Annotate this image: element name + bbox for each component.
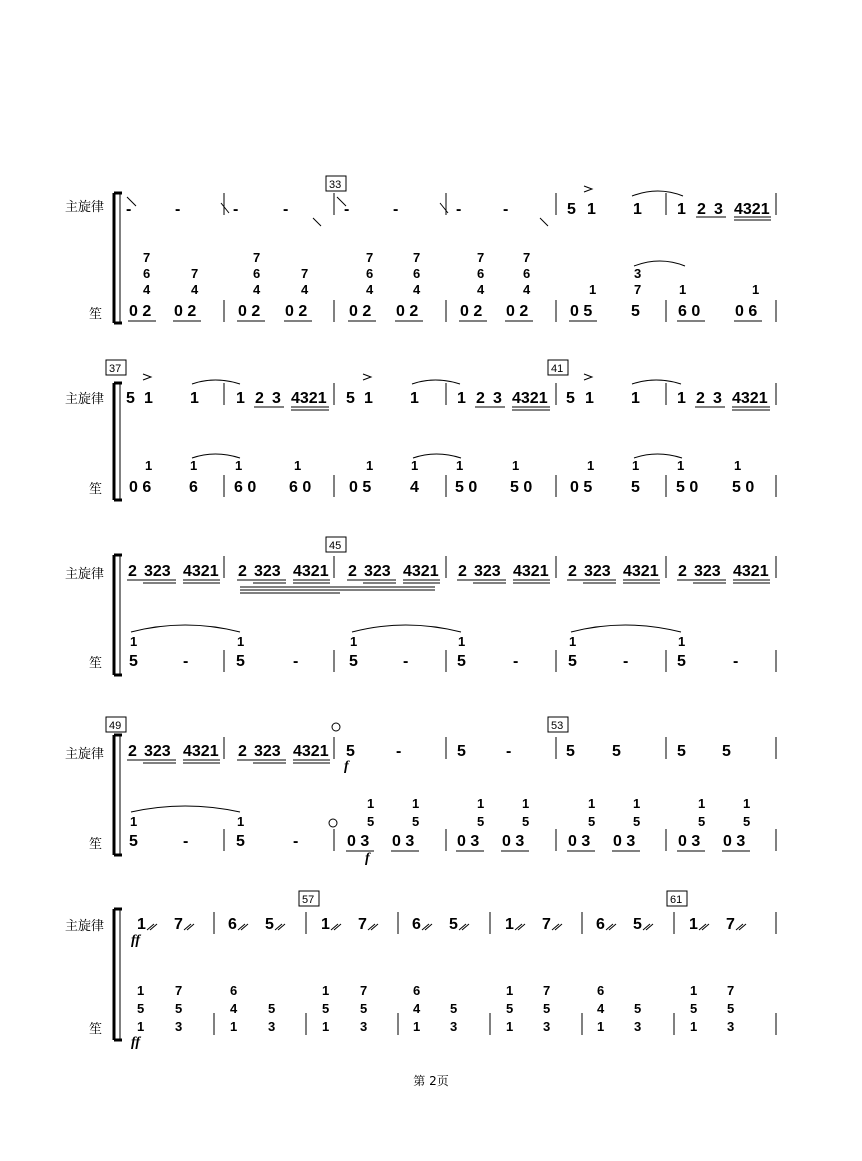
note: 6 — [228, 916, 237, 933]
note: - — [344, 201, 350, 218]
note: 3 — [450, 1019, 458, 1034]
chord-note: 1 — [130, 634, 138, 649]
note: 0 3 — [678, 833, 701, 850]
sheng-bottom-line — [129, 833, 750, 866]
note: 1 — [633, 201, 642, 218]
chord-note: 1 — [130, 814, 138, 829]
part-label-main: 主旋律 — [65, 391, 105, 406]
sheng-bottom-line — [131, 1019, 734, 1050]
chord-note: 1 — [589, 282, 597, 297]
note: 0 2 — [285, 303, 308, 320]
note: 4321 — [733, 563, 769, 580]
note: 1 — [190, 390, 199, 407]
note: 0 3 — [392, 833, 415, 850]
dynamic-marking: ff — [131, 933, 141, 948]
note: 323 — [254, 563, 281, 580]
note: 4 — [410, 479, 419, 496]
note: 0 3 — [568, 833, 591, 850]
note: 0 3 — [502, 833, 525, 850]
note: 2 — [128, 563, 137, 580]
accent-mark — [584, 186, 592, 192]
note: - — [233, 201, 239, 218]
chord-note: 7 — [413, 250, 421, 265]
note: - — [183, 653, 189, 670]
note: 0 5 — [570, 303, 593, 320]
sheng-bottom-line — [128, 303, 762, 321]
chord-note: 5 — [322, 1001, 330, 1016]
chord-note: 5 — [522, 814, 530, 829]
note: 5 — [236, 653, 245, 670]
note: 6 0 — [678, 303, 701, 320]
sheng-chords — [143, 250, 759, 297]
tie-arc — [634, 261, 685, 266]
chord-note: 6 — [523, 266, 531, 281]
chord-note: 1 — [237, 634, 245, 649]
chord-note: 6 — [597, 983, 605, 998]
note: - — [513, 653, 519, 670]
note: 323 — [144, 743, 171, 760]
note: 2 — [255, 390, 264, 407]
underlines — [254, 407, 770, 410]
note: 0 2 — [238, 303, 261, 320]
chord-note: 1 — [690, 983, 698, 998]
note: 0 6 — [129, 479, 152, 496]
top-line — [131, 916, 746, 948]
ties — [192, 454, 682, 458]
rehearsal-number: 33 — [329, 179, 342, 191]
note: 2 — [568, 563, 577, 580]
glissando-mark — [313, 218, 321, 226]
note: 1 — [677, 390, 686, 407]
chord-note: 4 — [191, 282, 199, 297]
note: 323 — [474, 563, 501, 580]
top-measure-2 — [337, 197, 548, 226]
note: 5 — [633, 916, 642, 933]
system-3 — [65, 537, 776, 675]
system-bracket — [114, 555, 122, 675]
note: 5 0 — [676, 479, 699, 496]
note: - — [126, 201, 132, 218]
note: 7 — [542, 916, 551, 933]
note: 1 — [587, 201, 596, 218]
note: 5 0 — [732, 479, 755, 496]
note: 5 0 — [510, 479, 533, 496]
note: - — [503, 201, 509, 218]
note: 4321 — [623, 563, 659, 580]
chord-note: 4 — [413, 1001, 421, 1016]
note: 5 — [457, 653, 466, 670]
ties — [131, 625, 681, 632]
chord-note: 7 — [523, 250, 531, 265]
system-1 — [65, 176, 776, 323]
note: 5 — [126, 390, 135, 407]
note: 5 — [631, 303, 640, 320]
note: 5 — [566, 390, 575, 407]
chord-note: 5 — [450, 1001, 458, 1016]
note: 4321 — [293, 563, 329, 580]
note: 5 — [349, 653, 358, 670]
chord-note: 1 — [678, 634, 686, 649]
system-bracket — [114, 383, 122, 500]
glissando-mark — [440, 203, 448, 213]
system-bracket — [114, 193, 122, 323]
note: 6 0 — [289, 479, 312, 496]
note: 1 — [364, 390, 373, 407]
chord-note: 1 — [294, 458, 302, 473]
note: 2 — [238, 563, 247, 580]
sheng-bottom-line — [129, 653, 738, 670]
sheng-upper — [130, 796, 750, 829]
rehearsal-number: 61 — [670, 894, 683, 906]
chord-note: 1 — [522, 796, 530, 811]
chord-note: 1 — [632, 458, 640, 473]
chord-note: 6 — [366, 266, 374, 281]
coda-sign — [329, 819, 337, 827]
part-label-sheng: 笙 — [89, 306, 103, 321]
chord-note: 5 — [506, 1001, 514, 1016]
note: 2 — [238, 743, 247, 760]
note: 7 — [174, 916, 183, 933]
chord-note: 5 — [633, 814, 641, 829]
chord-note: 5 — [543, 1001, 551, 1016]
chord-note: 1 — [743, 796, 751, 811]
note: 3 — [727, 1019, 735, 1034]
part-label-sheng: 笙 — [89, 655, 103, 670]
tie-arc — [632, 191, 683, 196]
sheng-upper — [145, 454, 741, 473]
note: 0 2 — [460, 303, 483, 320]
note: 2 — [678, 563, 687, 580]
note: 4321 — [734, 201, 770, 218]
chord-note: 1 — [235, 458, 243, 473]
sheng-upper — [137, 983, 734, 1016]
part-label-main: 主旋律 — [65, 918, 105, 933]
chord-note: 5 — [360, 1001, 368, 1016]
slurs — [143, 374, 681, 384]
chord-note: 1 — [456, 458, 464, 473]
note: 0 6 — [735, 303, 758, 320]
top-line — [127, 723, 731, 774]
note: 1 — [410, 390, 419, 407]
sheng-upper — [130, 625, 685, 649]
chord-note: 1 — [512, 458, 520, 473]
note: 5 — [566, 743, 575, 760]
note: 4321 — [183, 563, 219, 580]
note: - — [175, 201, 181, 218]
chord-note: 6 — [230, 983, 238, 998]
note: 323 — [144, 563, 171, 580]
chord-note: 6 — [477, 266, 485, 281]
note: 5 — [346, 743, 355, 760]
note: 323 — [364, 563, 391, 580]
note: 1 — [597, 1019, 605, 1034]
note: - — [396, 743, 402, 760]
note: - — [183, 833, 189, 850]
note: - — [403, 653, 409, 670]
note: 323 — [694, 563, 721, 580]
top-line — [126, 374, 770, 410]
note: 0 2 — [396, 303, 419, 320]
note: 5 — [129, 833, 138, 850]
chord-note: 7 — [477, 250, 485, 265]
chord-note: 1 — [137, 983, 145, 998]
chord-note: 7 — [360, 983, 368, 998]
note: 5 — [449, 916, 458, 933]
part-label-sheng: 笙 — [89, 1021, 103, 1036]
rehearsal-number: 49 — [109, 720, 122, 732]
chord-note: 7 — [727, 983, 735, 998]
chord-note: 1 — [350, 634, 358, 649]
chord-note: 6 — [253, 266, 261, 281]
chord-note: 5 — [690, 1001, 698, 1016]
system-2 — [65, 360, 776, 500]
chord-note: 5 — [588, 814, 596, 829]
part-label-main: 主旋律 — [65, 746, 105, 761]
note: - — [393, 201, 399, 218]
chord-note: 1 — [752, 282, 760, 297]
note: 7 — [358, 916, 367, 933]
chord-note: 7 — [634, 282, 642, 297]
note: 2 — [458, 563, 467, 580]
chord-note: 5 — [412, 814, 420, 829]
note: 5 — [567, 201, 576, 218]
note: 0 3 — [457, 833, 480, 850]
note: 1 — [677, 201, 686, 218]
chord-note: 5 — [634, 1001, 642, 1016]
chord-note: 1 — [411, 458, 419, 473]
note: 1 — [321, 916, 330, 933]
note: 5 0 — [455, 479, 478, 496]
part-label-main: 主旋律 — [65, 566, 105, 581]
note: 1 — [506, 1019, 514, 1034]
coda-sign — [332, 723, 340, 731]
chord-note: 5 — [698, 814, 706, 829]
note: 1 — [689, 916, 698, 933]
note: 1 — [690, 1019, 698, 1034]
rehearsal-number: 37 — [109, 363, 122, 375]
chord-note: 7 — [175, 983, 183, 998]
chord-note: 4 — [597, 1001, 605, 1016]
top-line — [127, 563, 770, 593]
note: 6 0 — [234, 479, 257, 496]
note: 323 — [254, 743, 281, 760]
chord-note: 1 — [477, 796, 485, 811]
chord-note: 1 — [569, 634, 577, 649]
chord-note: 5 — [137, 1001, 145, 1016]
chord-note: 7 — [543, 983, 551, 998]
tie-arc — [131, 806, 240, 812]
note: 4321 — [512, 390, 548, 407]
page-number: 第 2页 — [413, 1074, 449, 1088]
note: 3 — [543, 1019, 551, 1034]
chord-note: 1 — [633, 796, 641, 811]
dynamic-marking: f — [365, 851, 370, 866]
rehearsal-number: 53 — [551, 720, 564, 732]
glissando-mark — [221, 203, 229, 213]
chord-note: 1 — [677, 458, 685, 473]
note: 1 — [585, 390, 594, 407]
chord-note: 1 — [506, 983, 514, 998]
system-bracket — [114, 735, 122, 855]
chord-note: 7 — [253, 250, 261, 265]
chord-note: 4 — [301, 282, 309, 297]
note: 5 — [677, 743, 686, 760]
chord-note: 4 — [477, 282, 485, 297]
chord-note: 5 — [367, 814, 375, 829]
system-4 — [65, 717, 776, 866]
note: 7 — [726, 916, 735, 933]
note: 5 — [236, 833, 245, 850]
chord-note: 5 — [175, 1001, 183, 1016]
note: 3 — [360, 1019, 368, 1034]
note: 5 — [129, 653, 138, 670]
dynamic-marking: ff — [131, 1035, 141, 1050]
note: 1 — [137, 1019, 145, 1034]
note: 1 — [144, 390, 153, 407]
chord-note: 1 — [587, 458, 595, 473]
note: 3 — [714, 201, 723, 218]
chord-note: 1 — [679, 282, 687, 297]
note: - — [293, 653, 299, 670]
chord-note: 4 — [143, 282, 151, 297]
note: - — [733, 653, 739, 670]
chord-note: 5 — [743, 814, 751, 829]
note: - — [623, 653, 629, 670]
note: 0 5 — [349, 479, 372, 496]
note: 4321 — [513, 563, 549, 580]
note: 4321 — [732, 390, 768, 407]
note: 4321 — [403, 563, 439, 580]
note: 3 — [175, 1019, 183, 1034]
part-label-main: 主旋律 — [65, 199, 105, 214]
note: 2 — [476, 390, 485, 407]
note: 3 — [634, 1019, 642, 1034]
note: 0 2 — [129, 303, 152, 320]
note: 1 — [413, 1019, 421, 1034]
note: 3 — [272, 390, 281, 407]
chord-note: 6 — [143, 266, 151, 281]
chord-note: 1 — [366, 458, 374, 473]
chord-note: 7 — [143, 250, 151, 265]
note: 4321 — [183, 743, 219, 760]
chord-note: 1 — [237, 814, 245, 829]
note: 1 — [236, 390, 245, 407]
chord-note: 7 — [301, 266, 309, 281]
note: 2 — [696, 390, 705, 407]
chord-note: 3 — [634, 266, 642, 281]
chord-note: 4 — [230, 1001, 238, 1016]
underlines — [127, 580, 770, 593]
note: 5 — [677, 653, 686, 670]
note: 6 — [412, 916, 421, 933]
chord-note: 4 — [253, 282, 261, 297]
note: 6 — [189, 479, 198, 496]
chord-note: 7 — [366, 250, 374, 265]
sheng-bottom-line — [129, 479, 754, 496]
note: 1 — [505, 916, 514, 933]
note: - — [283, 201, 289, 218]
underlines — [127, 760, 330, 763]
note: 1 — [457, 390, 466, 407]
chord-note: 1 — [588, 796, 596, 811]
dynamic-marking: f — [344, 759, 349, 774]
chord-note: 4 — [366, 282, 374, 297]
top-measure-6 — [677, 201, 771, 220]
note: 1 — [322, 1019, 330, 1034]
note: 4321 — [291, 390, 327, 407]
note: 323 — [584, 563, 611, 580]
note: 1 — [631, 390, 640, 407]
note: 0 2 — [506, 303, 529, 320]
note: 0 5 — [570, 479, 593, 496]
chord-note: 4 — [523, 282, 531, 297]
note: 5 — [631, 479, 640, 496]
rehearsal-number: 57 — [302, 894, 315, 906]
note: 3 — [493, 390, 502, 407]
note: 0 2 — [349, 303, 372, 320]
note: 0 3 — [723, 833, 746, 850]
chord-note: 6 — [413, 266, 421, 281]
note: 0 3 — [347, 833, 370, 850]
chord-note: 6 — [413, 983, 421, 998]
glissando-mark — [540, 218, 548, 226]
chord-note: 1 — [190, 458, 198, 473]
note: 0 3 — [613, 833, 636, 850]
system-bracket — [114, 909, 122, 1040]
chord-note: 1 — [322, 983, 330, 998]
system-5 — [65, 891, 776, 1050]
chord-note: 5 — [477, 814, 485, 829]
chord-note: 1 — [412, 796, 420, 811]
rehearsal-number: 41 — [551, 363, 564, 375]
note: 2 — [128, 743, 137, 760]
note: 6 — [596, 916, 605, 933]
chord-note: 1 — [458, 634, 466, 649]
part-label-sheng: 笙 — [89, 481, 103, 496]
chord-note: 1 — [367, 796, 375, 811]
note: - — [506, 743, 512, 760]
note: 0 2 — [174, 303, 197, 320]
note: 4321 — [293, 743, 329, 760]
chord-note: 1 — [698, 796, 706, 811]
note: - — [293, 833, 299, 850]
note: 5 — [722, 743, 731, 760]
note: - — [456, 201, 462, 218]
note: 2 — [348, 563, 357, 580]
chord-note: 7 — [191, 266, 199, 281]
note: 2 — [697, 201, 706, 218]
note: 1 — [137, 916, 146, 933]
chord-note: 1 — [145, 458, 153, 473]
part-label-sheng: 笙 — [89, 836, 103, 851]
note: 3 — [713, 390, 722, 407]
note: 5 — [457, 743, 466, 760]
note: 5 — [612, 743, 621, 760]
note: 5 — [568, 653, 577, 670]
note: 3 — [268, 1019, 276, 1034]
note: 5 — [265, 916, 274, 933]
chord-note: 5 — [268, 1001, 276, 1016]
chord-note: 1 — [734, 458, 742, 473]
chord-note: 4 — [413, 282, 421, 297]
note: 5 — [346, 390, 355, 407]
rehearsal-number: 45 — [329, 540, 342, 552]
chord-note: 5 — [727, 1001, 735, 1016]
note: 1 — [230, 1019, 238, 1034]
